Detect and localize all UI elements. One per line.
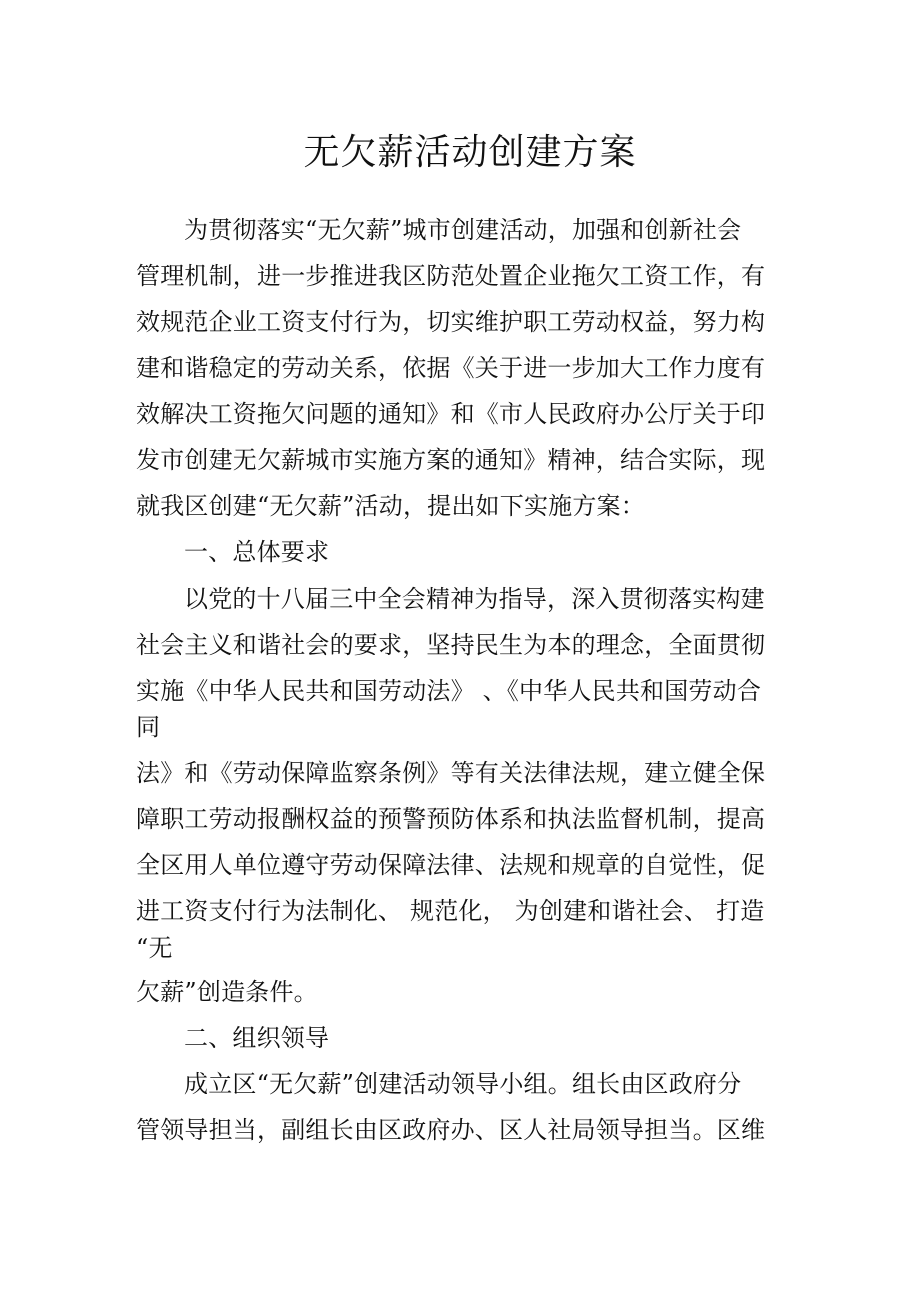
paragraph-line: 就我区创建“无欠薪”活动，提出如下实施方案： [136, 492, 645, 520]
paragraph-line: 成立区“无欠薪”创建活动领导小组。组长由区政府分 [184, 1070, 742, 1098]
paragraph-line: 发市创建无欠薪城市实施方案的通知》精神，结合实际，现 [136, 446, 766, 474]
paragraph-line: 为贯彻落实“无欠薪”城市创建活动，加强和创新社会 [184, 216, 742, 244]
section-heading: 二、组织领导 [184, 1024, 330, 1052]
paragraph-line: 障职工劳动报酬权益的预警预防体系和执法监督机制，提高 [136, 805, 766, 833]
document-title: 无欠薪活动创建方案 [303, 132, 637, 173]
paragraph-line: 建和谐稳定的劳动关系，依据《关于进一步加大工作力度有 [136, 354, 766, 382]
paragraph-line: 欠薪”创造条件。 [136, 978, 318, 1006]
paragraph-line: 社会主义和谐社会的要求，坚持民生为本的理念，全面贯彻 [136, 631, 766, 659]
paragraph-line: 法》和《劳动保障监察条例》等有关法律法规，建立健全保 [136, 759, 766, 787]
paragraph-line: 以党的十八届三中全会精神为指导，深入贯彻落实构建 [184, 585, 765, 613]
paragraph-line: 效解决工资拖欠问题的通知》和《市人民政府办公厅关于印 [136, 400, 766, 428]
paragraph-line: 管理机制，进一步推进我区防范处置企业拖欠工资工作，有 [136, 262, 766, 290]
paragraph-line: 进工资支付行为法制化、 规范化， 为创建和谐社会、 打造 [136, 897, 765, 925]
paragraph-line: 实施《中华人民共和国劳动法》 、《中华人民共和国劳动合 [136, 677, 762, 705]
paragraph-line: 管领导担当，副组长由区政府办、区人社局领导担当。区维 [136, 1116, 766, 1144]
paragraph-line: “无 [136, 934, 173, 962]
paragraph-line: 全区用人单位遵守劳动保障法律、法规和规章的自觉性，促 [136, 851, 766, 879]
paragraph-line: 效规范企业工资支付行为，切实维护职工劳动权益，努力构 [136, 308, 766, 336]
paragraph-line: 同 [136, 713, 161, 741]
section-heading: 一、总体要求 [184, 538, 330, 566]
